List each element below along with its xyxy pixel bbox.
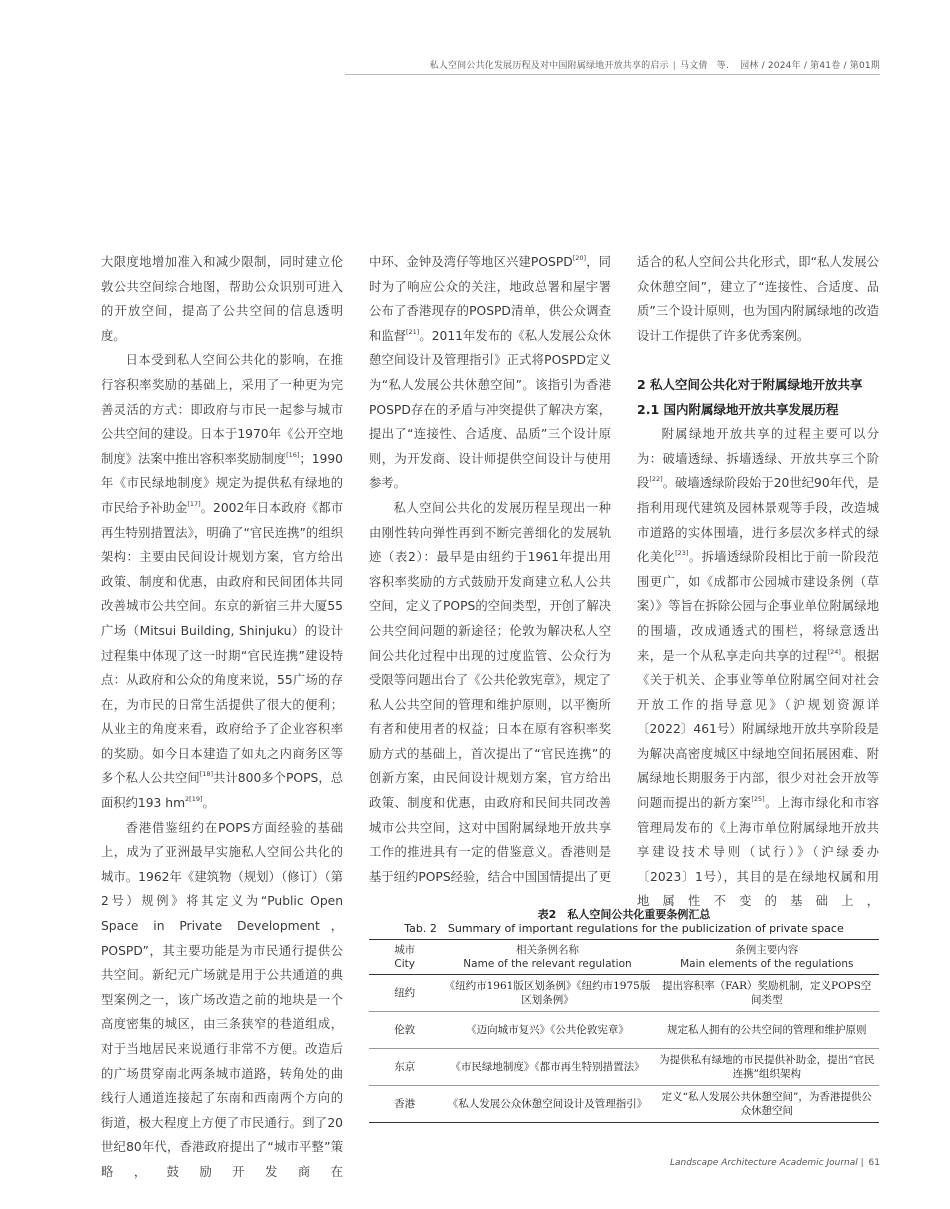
header-journal: 园林 / 2024年 / 第41卷 / 第01期 — [740, 61, 880, 71]
table-header-row — [369, 940, 879, 975]
cell-regulation: 《私人发展公众休憩空间设计及管理指引》 — [447, 1098, 648, 1110]
paragraph: 日本受到私人空间公共化的影响，在推行容积率奖励的基础上，采用了一种更为完善灵活的方式：即政府与市民一起参与城市公共空间的建设。日本于1970年《公开空地制度》法案中推出容积率奖励制度[16]；1990年《市民绿地制度》规定为提供私有绿地的市民给予补助金[17]。2002年日本政府《都市再生特别措置法》，明确了“官民连携”的组织架构：主要由民间设计规划方案，官方给出政策、制度和优惠，由政府和民间团体共同改善城市公共空间。东京的新宿三井大厦55广场（Mitsui Building, Shinjuku）的设计过程集中体现了这一时期“官民连携”建设特点：从政府和公众的角度来说，55广场的存在，为市民的日常生活提供了很大的便利；从业主的角度来看，政府给予了企业容积率的奖励。如今日本建造了如丸之内商务区等多个私人公共空间[18]共计800多个POPS，总面积约193 $hm^{2[19]}$。 — [101, 353, 343, 811]
citation: 2[19] — [185, 795, 203, 804]
header-authors: 马文倩 等. — [680, 61, 730, 71]
regulations-table — [369, 939, 879, 1123]
citation: [24] — [827, 647, 841, 656]
subsection-heading: 2.1 国内附属绿地开放共享发展历程 — [637, 401, 839, 417]
paragraph: 私人空间公共化的发展历程呈现出一种由刚性转向弹性再到不断完善细化的发展轨迹（表2）：最早是由纽约于1961年提出用容积率奖励的方式鼓励开发商建立私人公共空间，定义了POPS的空间类型，开创了解决公共空间问题的新途径；伦敦为解决私人空间公共化过程中出现的过度监管、公众行为受限等问题出台了《公共伦敦宪章》，规定了私人公共空间的管理和维护原则，以平衡所有者和使用者的权益；日本在原有容积率奖励方式的基础上，首次提出了“官民连携”的创新方案，由民间设计规划方案，官方给出政策、制度和优惠，由政府和民间共同改善城市公共空间，这对中国附属绿地开放共享工作的推进具有一定的借鉴意义。香港则是基于纽约POPS经验，结合中国国情提出了更 — [369, 500, 611, 884]
cell-content: 定义“私人发展公共休憩空间”，为香港提供公众休憩空间 — [661, 1091, 872, 1117]
citation: [20] — [572, 254, 587, 262]
citation: [18] — [199, 770, 214, 779]
running-header: 私人空间公共化发展历程及对中国附属绿地开放共享的启示 | 马文倩 等. 园林 / 2024年 / 第41卷 / 第01期 — [429, 61, 880, 71]
header-main-elements: 条例主要内容 Main elements of the regulations — [680, 944, 854, 970]
cell-content: 为提供私有绿地的市民提供补助金，提出“官民连携”组织架构 — [659, 1054, 875, 1080]
table-row — [369, 1086, 879, 1123]
page-number: 61 — [868, 1158, 880, 1168]
citation: [23] — [675, 549, 689, 558]
cell-regulation: 《纽约市1961版区划条例》《纽约市1975版区划条例》 — [444, 980, 651, 1006]
paragraph: 中环、金钟及湾仔等地区兴建POSPD[20]，同时为了响应公众的关注，地政总署和屋宇署公布了香港现存的POSPD清单，供公众调查和监督[21]。2011年发布的《私人发展公众休憩空间设计及管理指引》正式将POSPD定义为“私人发展公共休憩空间”。该指引为香港POSPD存在的矛盾与冲突提供了解决方案，提出了“连接性、合适度、品质”三个设计原则，为开发商、设计师提供空间设计与使用参考。 — [369, 254, 611, 491]
cell-city: 香港 — [394, 1098, 416, 1110]
column-2 — [369, 250, 611, 889]
citation: [17] — [187, 499, 201, 508]
column-1 — [101, 250, 343, 1185]
header-rule — [345, 74, 880, 75]
cell-city: 东京 — [394, 1061, 416, 1073]
citation: [25] — [751, 795, 765, 804]
cell-regulation: 《迈向城市复兴》《公共伦敦宪章》 — [466, 1024, 629, 1036]
citation: [21] — [406, 327, 420, 336]
header-regulation-name: 相关条例名称 Name of the relevant regulation — [463, 944, 632, 970]
paragraph: 附属绿地开放共享的过程主要可以分为：破墙透绿、拆墙透绿、开放共享三个阶段[22]。破墙透绿阶段始于20世纪90年代，是指利用现代建筑及园林景观等手段，改造城市道路的实体围墙，进行多层次多样式的绿化美化[23]。拆墙透绿阶段相比于前一阶段范围更广，如《成都市公园城市建设条例（草案）》等旨在拆除公园与企事业单位附属绿地的围墙，改成通透式的围栏，将绿意透出来，是一个从私享走向共享的过程[24]。根据《关于机关、企事业等单位附属空间对社会开放工作的指导意见》（沪规划资源详〔2022〕461号）附属绿地开放共享阶段是为解决高密度城区中绿地空间拓展困难、附属绿地长期服务于内部，很少对社会开放等问题而提出的新方案[25]。上海市绿化和市容管理局发布的《上海市单位附属绿地开放共享建设技术导则（试行）》（沪绿委办〔2023〕1号），其目的是在绿地权属和用地属性不变的基础上， — [637, 427, 879, 909]
paragraph: 适合的私人空间公共化形式，即“私人发展公众休憩空间”，建立了“连接性、合适度、品质”三个设计原则，也为国内附属绿地的改造设计工作提供了许多优秀案例。 — [637, 255, 879, 343]
cell-content: 提出容积率（FAR）奖励机制，定义POPS空间类型 — [662, 980, 872, 1006]
footer-journal: Landscape Architecture Academic Journal — [669, 1158, 858, 1168]
page-footer: Landscape Architecture Academic Journal | 61 — [669, 1158, 880, 1168]
cell-content: 规定私人拥有的公共空间的管理和维护原则 — [667, 1024, 867, 1036]
column-3 — [637, 250, 879, 914]
paragraph: 香港借鉴纽约在POPS方面经验的基础上，成为了亚洲最早实施私人空间公共化的城市。1962年《建筑物（规划）（修订）（第2号）规例》将其定义为“Public Open Space in Private Development，POSPD”，其主要功能是为市民通行提供公共空间。新纪元广场就是用于公共通道的典型案例之一，该广场改造之前的地块是一个高度密集的城区，由三条狭窄的巷道组成，对于当地居民来说通行非常不方便。改造后的广场贯穿南北两条城市道路，转角处的曲线行人通道连接起了东南和西南两个方向的街道，极大程度上方便了市民通行。到了20世纪80年代，香港政府提出了“城市平整”策略，鼓励开发商在 — [101, 820, 343, 1179]
cell-regulation: 《市民绿地制度》《都市再生特别措置法》 — [450, 1061, 645, 1073]
header-article-title: 私人空间公共化发展历程及对中国附属绿地开放共享的启示 — [429, 61, 669, 71]
table-row — [369, 1012, 879, 1049]
header-city: 城市 City — [394, 944, 416, 970]
table-2 — [369, 908, 879, 1123]
cell-city: 纽约 — [394, 987, 416, 999]
table-caption-cn: 表2 私人空间公共化重要条例汇总 — [537, 908, 711, 921]
citation: [16] — [286, 450, 300, 459]
cell-city: 伦敦 — [394, 1024, 416, 1036]
citation: [22] — [649, 475, 663, 484]
table-caption-en: Tab. 2 Summary of important regulations for the publicization of private space — [404, 922, 844, 935]
table-row — [369, 975, 879, 1012]
table-row — [369, 1049, 879, 1086]
paragraph: 大限度地增加准入和减少限制，同时建立伦敦公共空间综合地图，帮助公众识别可进入的开放空间，提高了公共空间的信息透明度。 — [101, 255, 343, 343]
section-heading: 2 私人空间公共化对于附属绿地开放共享 — [637, 376, 863, 392]
